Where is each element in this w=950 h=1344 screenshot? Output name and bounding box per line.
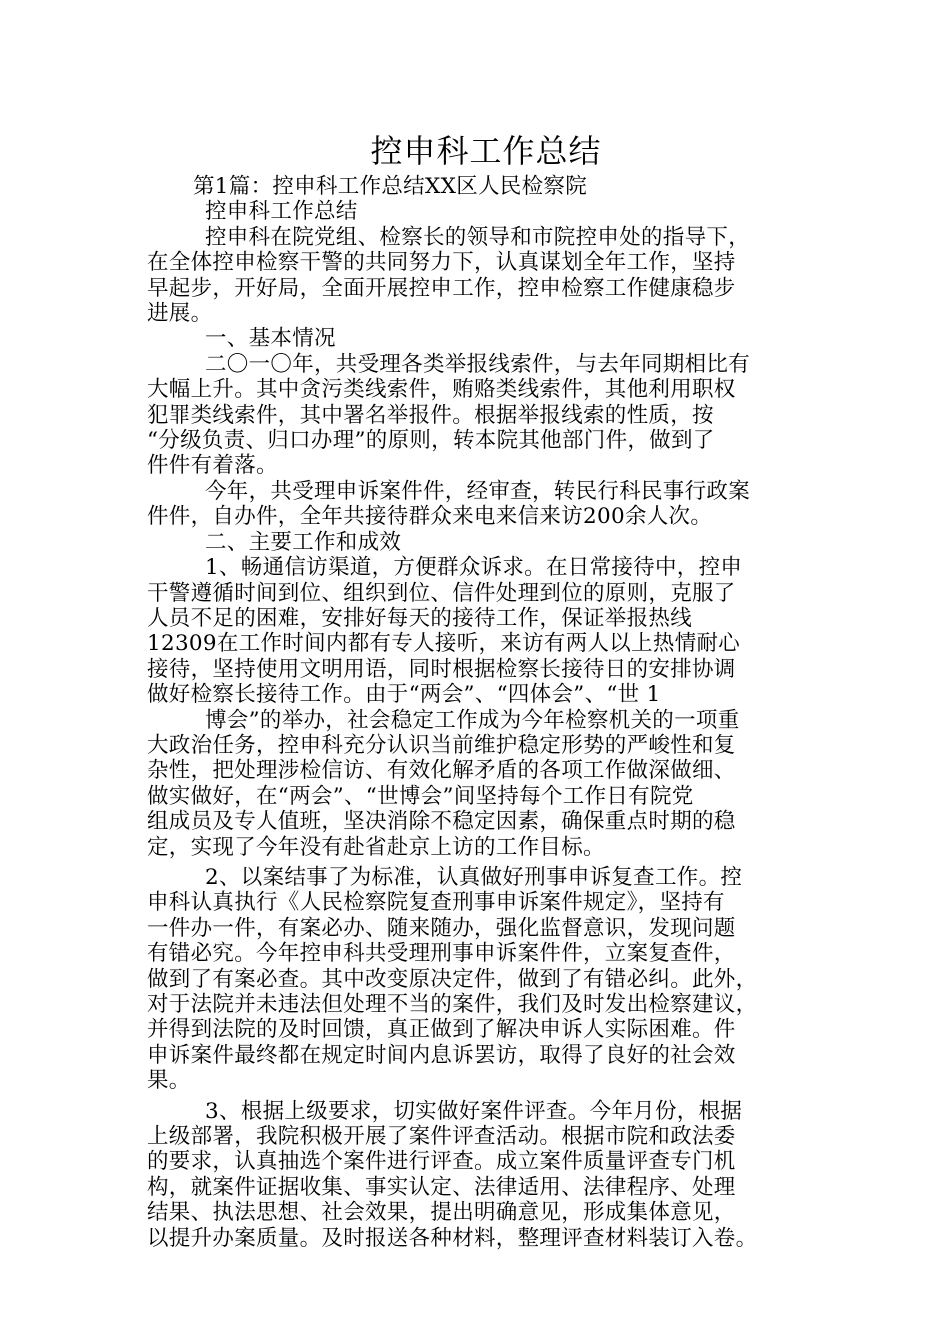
text-line: 果。 (147, 1068, 191, 1094)
text-line: 进展。 (147, 301, 213, 327)
text-line: 做好检察长接待工作。由于“两会”、“四体会”、“世 1 (147, 682, 661, 708)
document-title: 控申科工作总结 (370, 132, 602, 170)
text-line: 控申科工作总结 (205, 199, 358, 225)
text-line: 博会”的举办，社会稳定工作成为今年检察机关的一项重 (205, 707, 740, 733)
text-line: 结果、执法思想、社会效果，提出明确意见，形成集体意见， (147, 1200, 736, 1226)
text-line: 12309在工作时间内都有专人接听，来访有两人以上热情耐心 (147, 631, 741, 657)
text-line: 做实做好，在“两会”、“世博会”间坚持每个工作日有院党 (147, 783, 694, 809)
text-line: 一件办一件，有案必办、随来随办，强化监督意识，发现问题 (147, 915, 736, 941)
document-page (147, 128, 817, 1251)
text-line: 大幅上升。其中贪污类线索件，贿赂类线索件，其他利用职权 (147, 377, 736, 403)
text-line: 2、以案结事了为标准，认真做好刑事申诉复查工作。控 (205, 864, 743, 890)
text-line: 人员不足的困难，安排好每天的接待工作，保证举报热线 (147, 605, 693, 631)
text-line: 控申科在院党组、检察长的领导和市院控申处的指导下， (205, 224, 751, 250)
text-line: 二、主要工作和成效 (205, 529, 402, 555)
text-line: 件件，自办件，全年共接待群众来电来信来访200余人次。 (147, 504, 713, 530)
text-line: 并得到法院的及时回馈，真正做到了解决申诉人实际困难。件 (147, 1017, 736, 1043)
text-line: 有错必究。今年控申科共受理刑事申诉案件件，立案复查件， (147, 941, 736, 967)
text-line: 做到了有案必查。其中改变原决定件，做到了有错必纠。此外， (147, 966, 758, 992)
text-line: “分级负责、归口办理”的原则，转本院其他部门件，做到了 (147, 428, 715, 454)
text-line: 干警遵循时间到位、组织到位、信件处理到位的原则，克服了 (147, 580, 736, 606)
text-line: 申诉案件最终都在规定时间内息诉罢访，取得了良好的社会效 (147, 1042, 736, 1068)
text-line: 杂性，把处理涉检信访、有效化解矛盾的各项工作做深做细、 (147, 758, 736, 784)
text-line: 犯罪类线索件，其中署名举报件。根据举报线索的性质，按 (147, 402, 714, 428)
text-line: 在全体控申检察干警的共同努力下，认真谋划全年工作，坚持 (147, 250, 736, 276)
text-line: 组成员及专人值班，坚决消除不稳定因素，确保重点时期的稳 (147, 809, 736, 835)
text-line: 一、基本情况 (205, 326, 336, 352)
document-subtitle: 第1篇：控申科工作总结XX区人民检察院 (193, 174, 587, 199)
text-line: 3、根据上级要求，切实做好案件评查。今年月份，根据 (205, 1098, 743, 1124)
text-line: 大政治任务，控申科充分认识当前维护稳定形势的严峻性和复 (147, 732, 736, 758)
text-line: 申科认真执行《人民检察院复查刑事申诉案件规定》，坚持有 (147, 890, 725, 916)
text-line: 接待，坚持使用文明用语，同时根据检察长接待日的安排协调 (147, 656, 736, 682)
text-line: 1、畅通信访渠道，方便群众诉求。在日常接待中，控申 (205, 555, 743, 581)
text-line: 上级部署，我院积极开展了案件评查活动。根据市院和政法委 (147, 1124, 736, 1150)
document-body (147, 199, 817, 1251)
text-line: 的要求，认真抽选个案件进行评查。成立案件质量评查专门机 (147, 1149, 736, 1175)
text-line: 二〇一〇年，共受理各类举报线索件，与去年同期相比有 (205, 351, 751, 377)
text-line: 对于法院并未违法但处理不当的案件，我们及时发出检察建议， (147, 992, 758, 1017)
text-line: 今年，共受理申诉案件件，经审查，转民行科民事行政案 (205, 478, 751, 504)
text-line: 定，实现了今年没有赴省赴京上访的工作目标。 (147, 834, 605, 860)
text-line: 以提升办案质量。及时报送各种材料，整理评查材料装订入卷。 (147, 1225, 758, 1251)
text-line: 件件有着落。 (147, 453, 278, 479)
text-line: 早起步，开好局，全面开展控申工作，控申检察工作健康稳步 (147, 275, 736, 301)
text-line: 构，就案件证据收集、事实认定、法律适用、法律程序、处理 (147, 1174, 736, 1200)
